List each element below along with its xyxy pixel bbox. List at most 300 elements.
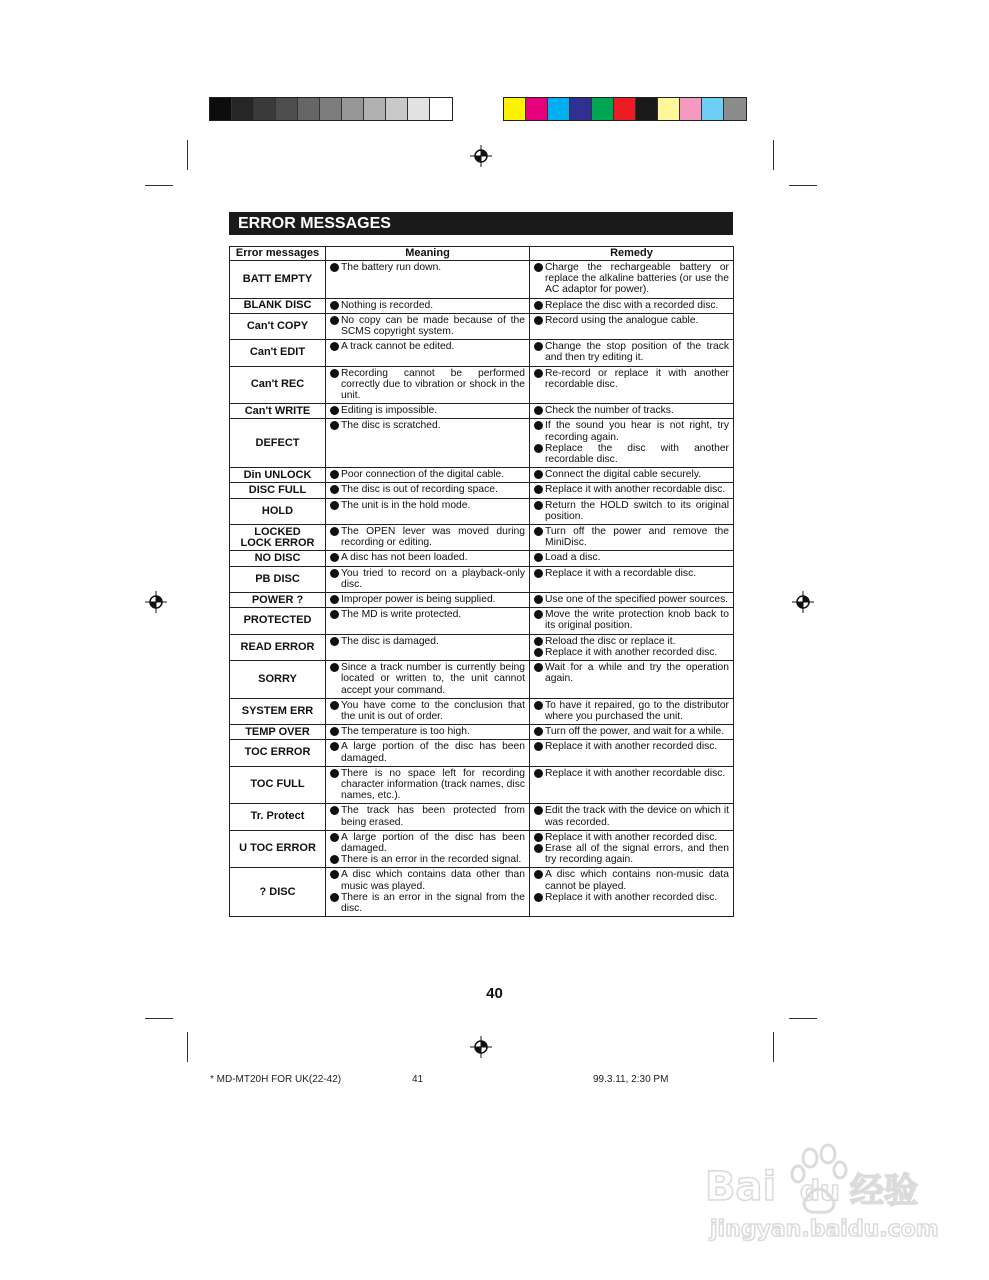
bullet-item — [330, 662, 525, 696]
bullet-dot-icon — [534, 662, 545, 671]
table-row — [230, 830, 734, 868]
remedy-text: Load a disc. — [545, 552, 601, 564]
meaning-text: Since a track number is currently being located or written to, the unit cannot accept your command. — [341, 662, 525, 696]
meaning-text: The unit is in the hold mode. — [341, 499, 471, 511]
meaning-text: The OPEN lever was moved during recording or editing. — [341, 526, 525, 549]
error-name-cell: U TOC ERROR — [230, 830, 326, 868]
remedy-text: Return the HOLD switch to its original position. — [545, 499, 729, 522]
meaning-text: You have come to the conclusion that the unit is out of order. — [341, 699, 525, 722]
meaning-cell — [326, 468, 530, 483]
error-name-cell: PROTECTED — [230, 608, 326, 634]
crop-mark — [773, 140, 774, 170]
bullet-dot-icon — [330, 741, 341, 750]
bullet-dot-icon — [534, 726, 545, 735]
color-swatch — [636, 98, 658, 120]
error-name-cell: READ ERROR — [230, 634, 326, 660]
bullet-dot-icon — [330, 636, 341, 645]
column-header-remedy: Remedy — [530, 247, 734, 261]
remedy-text: Reload the disc or replace it. — [545, 635, 676, 647]
remedy-text: Replace it with another recorded disc. — [545, 741, 718, 753]
crop-mark — [145, 1018, 173, 1019]
error-name-cell: NO DISC — [230, 551, 326, 566]
bullet-dot-icon — [534, 832, 545, 841]
table-row — [230, 313, 734, 339]
grayscale-color-bar — [209, 97, 453, 121]
bullet-dot-icon — [534, 647, 545, 656]
bullet-dot-icon — [330, 552, 341, 561]
bullet-dot-icon — [534, 700, 545, 709]
bullet-dot-icon — [330, 832, 341, 841]
table-row — [230, 804, 734, 830]
bullet-dot-icon — [330, 300, 341, 309]
table-row — [230, 725, 734, 740]
bullet-dot-icon — [330, 892, 341, 901]
baidu-paw-logo-icon — [700, 1140, 940, 1250]
meaning-cell — [326, 804, 530, 830]
meaning-cell — [326, 261, 530, 299]
bullet-dot-icon — [534, 843, 545, 852]
meaning-text: Nothing is recorded. — [341, 299, 434, 311]
bullet-dot-icon — [330, 405, 341, 414]
bullet-dot-icon — [330, 700, 341, 709]
meaning-cell — [326, 725, 530, 740]
error-name-cell: BLANK DISC — [230, 298, 326, 313]
bullet-item — [534, 609, 729, 631]
bullet-dot-icon — [534, 500, 545, 509]
bullet-item — [534, 526, 729, 548]
bullet-dot-icon — [534, 315, 545, 324]
meaning-text: The disc is scratched. — [341, 420, 441, 432]
meaning-cell — [326, 566, 530, 592]
footer-file-name: * MD-MT20H FOR UK(22-42) — [210, 1074, 342, 1085]
bullet-dot-icon — [534, 341, 545, 350]
remedy-text: Turn off the power, and wait for a while. — [545, 726, 725, 738]
meaning-cell — [326, 366, 530, 404]
error-name-cell: BATT EMPTY — [230, 261, 326, 299]
bullet-item — [330, 700, 525, 722]
remedy-cell — [530, 830, 734, 868]
table-row — [230, 419, 734, 468]
meaning-text: A disc which contains data other than music was played. — [341, 869, 525, 892]
meaning-cell — [326, 830, 530, 868]
meaning-cell — [326, 483, 530, 498]
watermark-text: Bai — [705, 1164, 777, 1210]
color-swatch — [702, 98, 724, 120]
remedy-text: Replace it with another recorded disc. — [545, 891, 718, 903]
remedy-cell — [530, 868, 734, 917]
crop-mark — [789, 185, 817, 186]
remedy-text: To have it repaired, go to the distributor where you purchased the unit. — [545, 699, 729, 722]
bullet-item — [534, 443, 729, 465]
bullet-item — [330, 854, 525, 865]
meaning-cell — [326, 766, 530, 804]
remedy-cell — [530, 313, 734, 339]
error-name-cell: HOLD — [230, 498, 326, 524]
remedy-cell — [530, 366, 734, 404]
meaning-text: Editing is impossible. — [341, 405, 438, 417]
bullet-dot-icon — [330, 768, 341, 777]
error-messages-table — [229, 246, 734, 917]
bullet-dot-icon — [534, 262, 545, 271]
bullet-item — [330, 552, 525, 563]
remedy-text: Record using the analogue cable. — [545, 314, 699, 326]
table-row — [230, 634, 734, 660]
bullet-dot-icon — [330, 594, 341, 603]
meaning-cell — [326, 419, 530, 468]
bullet-dot-icon — [330, 662, 341, 671]
bullet-dot-icon — [534, 469, 545, 478]
bullet-dot-icon — [534, 300, 545, 309]
color-swatch — [276, 98, 298, 120]
registration-mark-icon — [792, 591, 814, 613]
meaning-cell — [326, 634, 530, 660]
color-swatch — [548, 98, 570, 120]
color-swatch — [386, 98, 408, 120]
color-swatch — [504, 98, 526, 120]
error-name-cell: ? DISC — [230, 868, 326, 917]
remedy-cell — [530, 634, 734, 660]
color-swatch — [210, 98, 232, 120]
remedy-text: Check the number of tracks. — [545, 405, 674, 417]
bullet-dot-icon — [534, 805, 545, 814]
bullet-item — [330, 832, 525, 854]
bullet-item — [534, 594, 729, 605]
color-swatch — [680, 98, 702, 120]
meaning-text: The disc is out of recording space. — [341, 484, 498, 496]
meaning-cell — [326, 525, 530, 551]
bullet-dot-icon — [534, 368, 545, 377]
color-swatch — [592, 98, 614, 120]
meaning-text: The disc is damaged. — [341, 635, 439, 647]
table-row — [230, 525, 734, 551]
error-name-cell: DISC FULL — [230, 483, 326, 498]
bullet-dot-icon — [330, 609, 341, 618]
bullet-item — [330, 469, 525, 480]
color-swatch — [430, 98, 452, 120]
color-swatch — [724, 98, 746, 120]
error-name-cell: SORRY — [230, 661, 326, 699]
bullet-dot-icon — [330, 341, 341, 350]
meaning-cell — [326, 698, 530, 724]
color-swatch — [658, 98, 680, 120]
bullet-item — [534, 469, 729, 480]
remedy-text: Re-record or replace it with another recordable disc. — [545, 367, 729, 390]
meaning-cell — [326, 593, 530, 608]
remedy-cell — [530, 661, 734, 699]
meaning-cell — [326, 404, 530, 419]
bullet-item — [534, 636, 729, 647]
bullet-item — [330, 341, 525, 352]
remedy-cell — [530, 419, 734, 468]
remedy-text: Replace it with another recorded disc. — [545, 831, 718, 843]
remedy-text: Connect the digital cable securely. — [545, 469, 702, 481]
remedy-cell — [530, 804, 734, 830]
table-row — [230, 766, 734, 804]
meaning-text: Poor connection of the digital cable. — [341, 469, 505, 481]
table-row — [230, 366, 734, 404]
color-swatch — [342, 98, 364, 120]
bullet-item — [534, 647, 729, 658]
remedy-text: Use one of the specified power sources. — [545, 594, 729, 606]
table-row — [230, 468, 734, 483]
meaning-cell — [326, 551, 530, 566]
remedy-cell — [530, 525, 734, 551]
error-name-cell: PB DISC — [230, 566, 326, 592]
meaning-cell — [326, 498, 530, 524]
watermark-text: du — [800, 1174, 840, 1207]
meaning-cell — [326, 608, 530, 634]
error-name-cell: Tr. Protect — [230, 804, 326, 830]
bullet-item — [330, 262, 525, 273]
bullet-item — [330, 594, 525, 605]
bullet-item — [534, 315, 729, 326]
bullet-dot-icon — [330, 500, 341, 509]
bullet-item — [330, 892, 525, 914]
bullet-dot-icon — [330, 420, 341, 429]
remedy-text: Replace it with another recordable disc. — [545, 484, 726, 496]
bullet-item — [330, 805, 525, 827]
remedy-cell — [530, 468, 734, 483]
error-name-cell: Can't REC — [230, 366, 326, 404]
remedy-text: Erase all of the signal errors, and then try recording again. — [545, 842, 729, 866]
meaning-cell — [326, 298, 530, 313]
table-row — [230, 698, 734, 724]
meaning-text: The MD is write protected. — [341, 609, 462, 621]
color-swatch — [570, 98, 592, 120]
error-name-cell: SYSTEM ERR — [230, 698, 326, 724]
baidu-watermark — [700, 1140, 940, 1250]
color-swatch — [364, 98, 386, 120]
remedy-cell — [530, 298, 734, 313]
bullet-item — [534, 420, 729, 442]
remedy-cell — [530, 404, 734, 419]
registration-mark-icon — [470, 1036, 492, 1058]
remedy-cell — [530, 261, 734, 299]
meaning-text: The track has been protected from being erased. — [341, 805, 525, 828]
registration-mark-icon — [145, 591, 167, 613]
meaning-text: Recording cannot be performed correctly due to vibration or shock in the unit. — [341, 367, 525, 402]
bullet-item — [534, 662, 729, 684]
bullet-item — [534, 741, 729, 752]
color-swatch — [614, 98, 636, 120]
bullet-item — [534, 500, 729, 522]
meaning-text: A disc has not been loaded. — [341, 552, 468, 564]
bullet-dot-icon — [534, 405, 545, 414]
remedy-text: Replace it with another recorded disc. — [545, 646, 718, 658]
page-number: 40 — [486, 985, 503, 1002]
table-header-row — [230, 247, 734, 261]
footer-timestamp: 99.3.11, 2:30 PM — [593, 1074, 669, 1085]
meaning-cell — [326, 313, 530, 339]
remedy-text: Wait for a while and try the operation again. — [545, 662, 729, 685]
table-row — [230, 298, 734, 313]
bullet-item — [330, 405, 525, 416]
bullet-dot-icon — [330, 484, 341, 493]
remedy-text: Replace it with another recordable disc. — [545, 767, 726, 779]
error-name-cell: DEFECT — [230, 419, 326, 468]
remedy-cell — [530, 698, 734, 724]
crop-mark — [187, 1032, 188, 1062]
process-color-bar — [503, 97, 747, 121]
table-row — [230, 566, 734, 592]
bullet-dot-icon — [330, 854, 341, 863]
column-header-meaning: Meaning — [326, 247, 530, 261]
bullet-item — [534, 768, 729, 779]
error-name-cell: TOC ERROR — [230, 740, 326, 766]
remedy-text: A disc which contains non-music data cannot be played. — [545, 869, 729, 892]
bullet-dot-icon — [330, 805, 341, 814]
bullet-item — [534, 368, 729, 390]
bullet-dot-icon — [534, 892, 545, 901]
bullet-item — [330, 768, 525, 802]
bullet-dot-icon — [330, 568, 341, 577]
remedy-text: Move the write protection knob back to its original position. — [545, 609, 729, 632]
bullet-item — [330, 869, 525, 891]
bullet-dot-icon — [534, 609, 545, 618]
remedy-text: Charge the rechargeable battery or replace the alkaline batteries (or use the AC adaptor for power). — [545, 262, 729, 296]
error-name-cell: POWER ? — [230, 593, 326, 608]
remedy-text: Change the stop position of the track and then try editing it. — [545, 341, 729, 364]
bullet-item — [330, 484, 525, 495]
error-name-cell: Can't COPY — [230, 313, 326, 339]
bullet-item — [534, 262, 729, 296]
crop-mark — [145, 185, 173, 186]
remedy-cell — [530, 566, 734, 592]
table-row — [230, 261, 734, 299]
meaning-text: There is an error in the signal from the disc. — [341, 891, 525, 914]
bullet-dot-icon — [534, 568, 545, 577]
bullet-item — [330, 315, 525, 337]
section-title: ERROR MESSAGES — [229, 212, 733, 235]
bullet-item — [534, 700, 729, 722]
bullet-item — [534, 726, 729, 737]
bullet-dot-icon — [330, 469, 341, 478]
bullet-dot-icon — [534, 636, 545, 645]
watermark-text: jingyan.baidu.com — [710, 1217, 939, 1242]
bullet-item — [330, 300, 525, 311]
meaning-text: A large portion of the disc has been damaged. — [341, 831, 525, 854]
remedy-text: Replace the disc with a recorded disc. — [545, 299, 719, 311]
bullet-item — [534, 484, 729, 495]
crop-mark — [773, 1032, 774, 1062]
remedy-text: Replace it with a recordable disc. — [545, 567, 697, 579]
color-swatch — [298, 98, 320, 120]
remedy-cell — [530, 483, 734, 498]
error-name-cell: TEMP OVER — [230, 725, 326, 740]
bullet-item — [534, 341, 729, 363]
remedy-text: Edit the track with the device on which it was recorded. — [545, 805, 729, 828]
remedy-cell — [530, 725, 734, 740]
bullet-dot-icon — [534, 443, 545, 452]
bullet-dot-icon — [534, 552, 545, 561]
meaning-text: A track cannot be edited. — [341, 341, 455, 353]
bullet-item — [534, 552, 729, 563]
meaning-text: Improper power is being supplied. — [341, 594, 496, 606]
meaning-cell — [326, 661, 530, 699]
color-swatch — [408, 98, 430, 120]
remedy-text: Replace the disc with another recordable disc. — [545, 442, 729, 466]
meaning-text: No copy can be made because of the SCMS copyright system. — [341, 314, 525, 338]
remedy-cell — [530, 498, 734, 524]
bullet-item — [330, 500, 525, 511]
bullet-item — [534, 832, 729, 843]
meaning-text: The battery run down. — [341, 262, 442, 273]
table-row — [230, 593, 734, 608]
table-row — [230, 404, 734, 419]
remedy-text: If the sound you hear is not right, try recording again. — [545, 420, 729, 443]
registration-mark-icon — [470, 145, 492, 167]
remedy-cell — [530, 766, 734, 804]
remedy-cell — [530, 593, 734, 608]
bullet-item — [330, 526, 525, 548]
table-row — [230, 498, 734, 524]
bullet-dot-icon — [330, 368, 341, 377]
meaning-cell — [326, 340, 530, 366]
color-swatch — [526, 98, 548, 120]
bullet-item — [330, 726, 525, 737]
crop-mark — [789, 1018, 817, 1019]
bullet-item — [330, 741, 525, 763]
error-name-cell: LOCKED LOCK ERROR — [230, 525, 326, 551]
bullet-dot-icon — [534, 526, 545, 535]
bullet-item — [330, 636, 525, 647]
bullet-item — [534, 405, 729, 416]
bullet-item — [330, 568, 525, 590]
bullet-dot-icon — [330, 726, 341, 735]
bullet-item — [534, 805, 729, 827]
bullet-dot-icon — [534, 741, 545, 750]
footer-page: 41 — [412, 1074, 424, 1085]
remedy-cell — [530, 551, 734, 566]
table-row — [230, 740, 734, 766]
table-row — [230, 608, 734, 634]
bullet-item — [534, 869, 729, 891]
meaning-cell — [326, 740, 530, 766]
color-swatch — [320, 98, 342, 120]
bullet-dot-icon — [330, 869, 341, 878]
meaning-text: There is no space left for recording character information (track names, disc names, etc.). — [341, 767, 525, 802]
bullet-dot-icon — [534, 869, 545, 878]
meaning-text: You tried to record on a playback-only disc. — [341, 567, 525, 590]
bullet-dot-icon — [534, 484, 545, 493]
error-name-cell: Can't EDIT — [230, 340, 326, 366]
bullet-item — [330, 420, 525, 431]
error-name-cell: Din UNLOCK — [230, 468, 326, 483]
bullet-item — [330, 609, 525, 620]
bullet-dot-icon — [330, 526, 341, 535]
table-row — [230, 868, 734, 917]
table-row — [230, 483, 734, 498]
bullet-dot-icon — [534, 768, 545, 777]
table-row — [230, 551, 734, 566]
table-body — [230, 261, 734, 917]
table-row — [230, 661, 734, 699]
column-header-error: Error messages — [230, 247, 326, 261]
meaning-cell — [326, 868, 530, 917]
watermark-text: 经验 — [850, 1171, 918, 1211]
bullet-item — [534, 300, 729, 311]
color-swatch — [254, 98, 276, 120]
crop-mark — [187, 140, 188, 170]
meaning-text: The temperature is too high. — [341, 726, 470, 738]
bullet-item — [534, 892, 729, 903]
remedy-cell — [530, 608, 734, 634]
meaning-text: A large portion of the disc has been damaged. — [341, 741, 525, 764]
table-row — [230, 340, 734, 366]
meaning-text: There is an error in the recorded signal. — [341, 854, 522, 866]
bullet-item — [534, 843, 729, 865]
bullet-dot-icon — [330, 262, 341, 271]
